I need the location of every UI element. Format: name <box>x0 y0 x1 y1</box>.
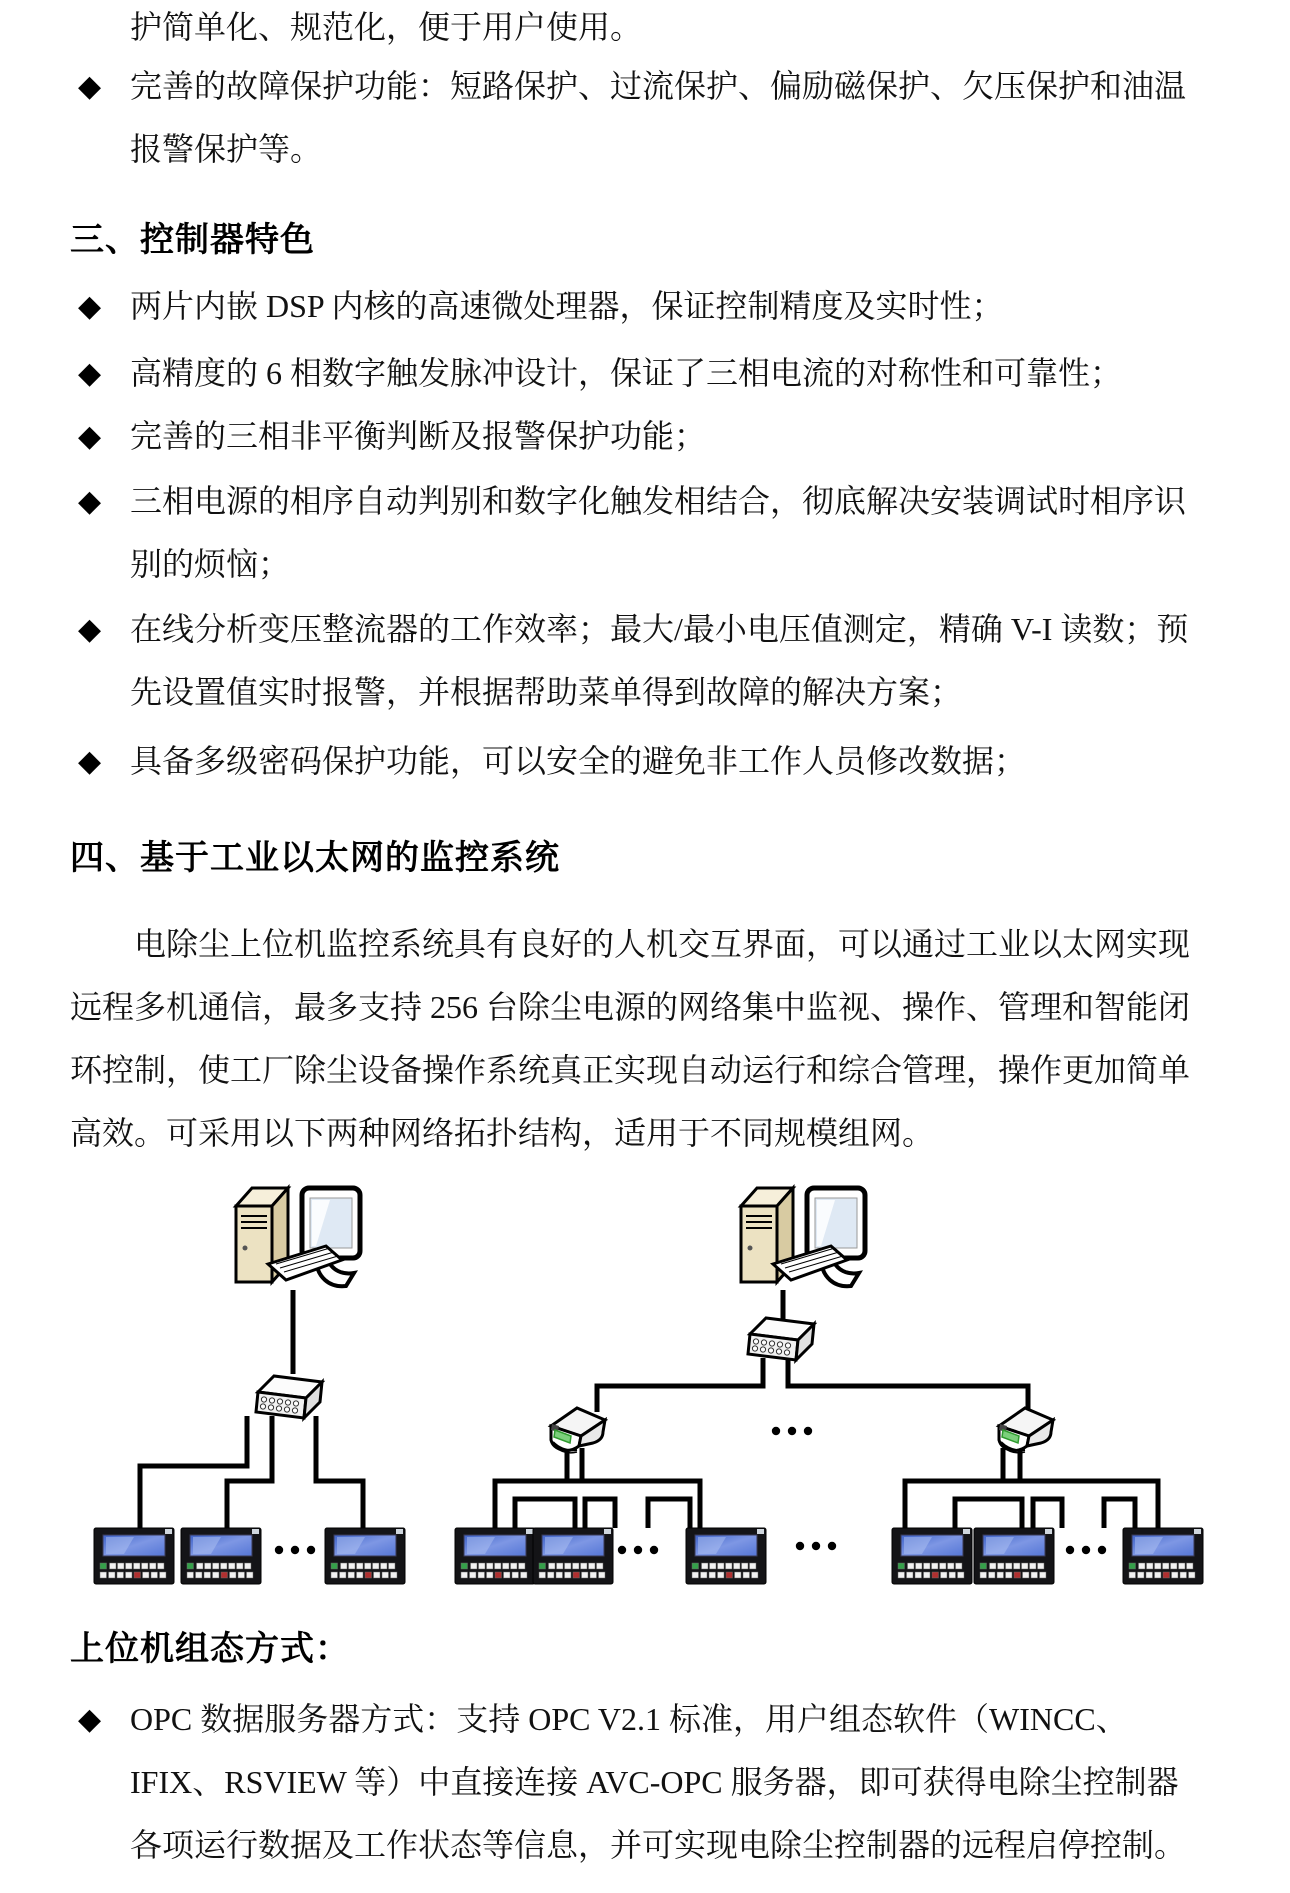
bullet-text: 完善的故障保护功能：短路保护、过流保护、偏励磁保护、欠压保护和油温报警保护等。 <box>130 68 1187 167</box>
bullet-dsp <box>78 275 1202 338</box>
controller-icon <box>892 1528 972 1584</box>
controller-icon <box>325 1528 405 1584</box>
ellipsis-dots <box>618 1546 658 1554</box>
bullet-text: OPC 数据服务器方式：支持 OPC V2.1 标准，用户组态软件（WINCC、IFIX、RSVIEW 等）中直接连接 AVC-OPC 服务器，即可获得电除尘控制器各项运行数据及工作状态等信息，并可实现电除尘控制器的远程启停控制。 <box>130 1701 1187 1863</box>
section3-heading: 三、控制器特色 <box>70 221 315 259</box>
controller-icon <box>94 1528 174 1584</box>
controller-icon <box>686 1528 766 1584</box>
ethernet-hub-icon <box>256 1376 322 1418</box>
bullet-trigger-pulse <box>78 342 1202 405</box>
bullet-text: 高精度的 6 相数字触发脉冲设计，保证了三相电流的对称性和可靠性； <box>130 355 1123 391</box>
bullet-online-analysis <box>78 598 1202 724</box>
diamond-bullet-icon: ◆ <box>78 613 102 646</box>
network-topology-diagram <box>0 1140 1290 1610</box>
diamond-bullet-icon: ◆ <box>78 290 102 323</box>
ellipsis-dots <box>275 1546 315 1554</box>
bullet-text: 完善的三相非平衡判断及报警保护功能； <box>130 418 707 454</box>
diamond-bullet-icon: ◆ <box>78 745 102 778</box>
converter-icon <box>999 1408 1053 1453</box>
diamond-bullet-icon: ◆ <box>78 70 102 103</box>
bullet-password-protection <box>78 730 1202 793</box>
continuation-line: 护简单化、规范化，便于用户使用。 <box>130 9 643 45</box>
host-computer-icon <box>236 1188 360 1286</box>
diamond-bullet-icon: ◆ <box>78 357 102 390</box>
ethernet-hub-icon <box>748 1318 814 1360</box>
ellipsis-dots <box>1066 1546 1106 1554</box>
diamond-bullet-icon: ◆ <box>78 1703 102 1736</box>
section4-heading: 四、基于工业以太网的监控系统 <box>70 839 560 877</box>
diamond-bullet-icon: ◆ <box>78 485 102 518</box>
bullet-text: 两片内嵌 DSP 内核的高速微处理器，保证控制精度及实时性； <box>130 288 1004 324</box>
converter-icon <box>551 1408 605 1453</box>
controller-icon <box>533 1528 613 1584</box>
diamond-bullet-icon: ◆ <box>78 420 102 453</box>
ellipsis-dots <box>796 1542 836 1550</box>
bullet-text: 具备多级密码保护功能，可以安全的避免非工作人员修改数据； <box>130 743 1027 779</box>
controller-icon <box>455 1528 535 1584</box>
controller-icon <box>181 1528 261 1584</box>
bullet-opc-server <box>78 1688 1202 1877</box>
bullet-phase-sequence <box>78 470 1202 596</box>
ellipsis-dots <box>772 1427 812 1435</box>
host-computer-icon <box>741 1188 865 1286</box>
controller-icon <box>974 1528 1054 1584</box>
bullet-text: 在线分析变压整流器的工作效率；最大/最小电压值测定，精确 V-I 读数；预先设置值实时报警，并根据帮助菜单得到故障的解决方案； <box>130 611 1189 710</box>
section4-paragraph: 电除尘上位机监控系统具有良好的人机交互界面，可以通过工业以太网实现远程多机通信，最多支持 256 台除尘电源的网络集中监视、操作、管理和智能闭环控制，使工厂除尘设备操作系统真正实现自动运行和综合管理，操作更加简单高效。可采用以下两种网络拓扑结构，适用于不同规模组网。 <box>70 926 1191 1151</box>
config-mode-heading: 上位机组态方式： <box>70 1630 350 1668</box>
bullet-three-phase-balance <box>78 405 1202 468</box>
bullet-fault-protection <box>78 55 1202 181</box>
controller-icon <box>1123 1528 1203 1584</box>
bullet-text: 三相电源的相序自动判别和数字化触发相结合，彻底解决安装调试时相序识别的烦恼； <box>130 483 1187 582</box>
